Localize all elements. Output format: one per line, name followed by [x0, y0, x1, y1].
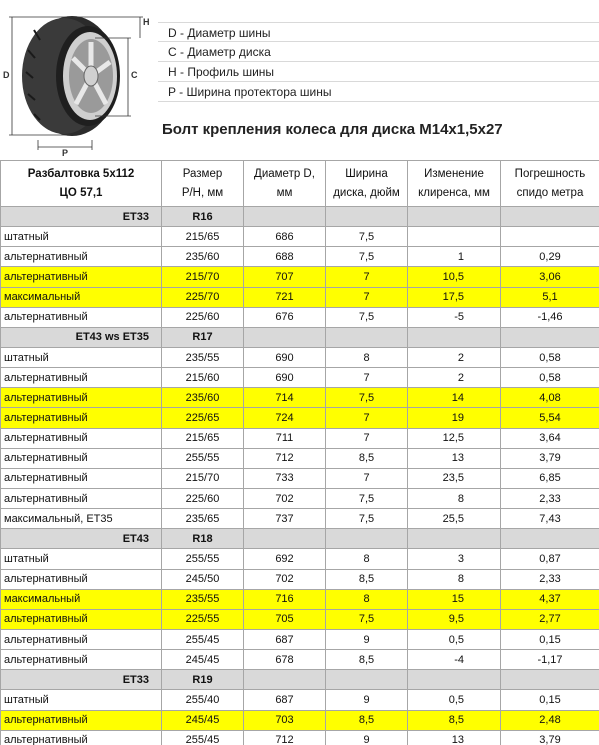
table-header-row [1, 161, 599, 207]
cell-rim-width: 7,5 [326, 247, 408, 267]
cell-speedo-error: 0,15 [501, 629, 599, 649]
cell-size: 245/45 [162, 650, 244, 670]
cell-type: штатный [1, 227, 162, 247]
table-row [1, 388, 599, 408]
cell-rim-width: 9 [326, 690, 408, 710]
header-speedometer-error: Погрешность спидо метра [501, 161, 599, 207]
table-row [1, 509, 599, 529]
diagram-label-p: P [62, 148, 69, 158]
cell-size: 225/60 [162, 488, 244, 508]
cell-size: 215/65 [162, 428, 244, 448]
cell-diameter: 712 [244, 730, 326, 745]
cell-rim-width: 7,5 [326, 609, 408, 629]
cell-rim-width: 7,5 [326, 509, 408, 529]
cell-clearance: 25,5 [408, 509, 501, 529]
table-row [1, 730, 599, 745]
cell-type: штатный [1, 690, 162, 710]
cell-speedo-error: 0,87 [501, 549, 599, 569]
cell-size: 235/60 [162, 388, 244, 408]
cell-speedo-error: 3,79 [501, 730, 599, 745]
section-cell [501, 529, 599, 549]
cell-clearance: 13 [408, 448, 501, 468]
cell-type: альтернативный [1, 408, 162, 428]
cell-clearance: 14 [408, 388, 501, 408]
cell-speedo-error: 3,64 [501, 428, 599, 448]
legend-item: H - Профиль шины [158, 62, 599, 82]
cell-type: альтернативный [1, 488, 162, 508]
cell-speedo-error [501, 227, 599, 247]
table-row [1, 569, 599, 589]
cell-diameter: 687 [244, 629, 326, 649]
table-row [1, 589, 599, 609]
cell-diameter: 690 [244, 347, 326, 367]
cell-size: 245/45 [162, 710, 244, 730]
cell-clearance: 9,5 [408, 609, 501, 629]
cell-speedo-error: 4,08 [501, 388, 599, 408]
cell-diameter: 711 [244, 428, 326, 448]
cell-size: 225/65 [162, 408, 244, 428]
cell-speedo-error: 2,48 [501, 710, 599, 730]
cell-rim-width: 7,5 [326, 307, 408, 327]
section-cell [244, 670, 326, 690]
cell-size: 215/70 [162, 468, 244, 488]
cell-rim-width: 9 [326, 730, 408, 745]
cell-clearance [408, 227, 501, 247]
table-row [1, 650, 599, 670]
table-row [1, 448, 599, 468]
cell-type: альтернативный [1, 448, 162, 468]
cell-rim-width: 8,5 [326, 448, 408, 468]
bolt-title: Болт крепления колеса для диска М14х1,5х27 [162, 121, 503, 138]
cell-rim-width: 7 [326, 267, 408, 287]
cell-rim-width: 9 [326, 629, 408, 649]
cell-clearance: 2 [408, 368, 501, 388]
table-row [1, 408, 599, 428]
cell-speedo-error: 0,15 [501, 690, 599, 710]
section-offset: ET33 [1, 207, 162, 227]
table-row [1, 347, 599, 367]
cell-size: 255/40 [162, 690, 244, 710]
section-offset: ET33 [1, 670, 162, 690]
cell-size: 225/55 [162, 609, 244, 629]
cell-diameter: 692 [244, 549, 326, 569]
cell-size: 215/60 [162, 368, 244, 388]
section-cell [408, 207, 501, 227]
cell-clearance: -5 [408, 307, 501, 327]
cell-diameter: 687 [244, 690, 326, 710]
cell-clearance: 2 [408, 347, 501, 367]
section-row [1, 529, 599, 549]
cell-speedo-error: 2,77 [501, 609, 599, 629]
cell-diameter: 724 [244, 408, 326, 428]
cell-type: альтернативный [1, 730, 162, 745]
tire-icon [0, 0, 158, 160]
cell-type: альтернативный [1, 609, 162, 629]
section-rim-size: R16 [162, 207, 244, 227]
table-row [1, 267, 599, 287]
section-cell [501, 327, 599, 347]
cell-diameter: 733 [244, 468, 326, 488]
cell-diameter: 688 [244, 247, 326, 267]
cell-size: 235/55 [162, 589, 244, 609]
cell-diameter: 703 [244, 710, 326, 730]
cell-clearance: 15 [408, 589, 501, 609]
cell-clearance: 12,5 [408, 428, 501, 448]
header-clearance-change: Изменение клиренса, мм [408, 161, 501, 207]
cell-type: альтернативный [1, 267, 162, 287]
cell-clearance: -4 [408, 650, 501, 670]
cell-speedo-error: 2,33 [501, 488, 599, 508]
section-cell [408, 327, 501, 347]
section-cell [244, 327, 326, 347]
cell-diameter: 702 [244, 488, 326, 508]
cell-type: альтернативный [1, 428, 162, 448]
header-size: Размер Р/Н, мм [162, 161, 244, 207]
table-row [1, 247, 599, 267]
table-row [1, 428, 599, 448]
diagram-label-h: H [143, 17, 150, 27]
cell-rim-width: 8,5 [326, 650, 408, 670]
cell-clearance: 8 [408, 488, 501, 508]
cell-rim-width: 7 [326, 287, 408, 307]
tire-size-table [0, 160, 599, 745]
cell-speedo-error: 3,79 [501, 448, 599, 468]
cell-rim-width: 7 [326, 428, 408, 448]
cell-type: альтернативный [1, 468, 162, 488]
cell-speedo-error: 7,43 [501, 509, 599, 529]
cell-speedo-error: 4,37 [501, 589, 599, 609]
header-bolt-pattern: Разбалтовка 5х112 ЦО 57,1 [1, 161, 162, 207]
cell-size: 255/45 [162, 730, 244, 745]
cell-speedo-error: 5,1 [501, 287, 599, 307]
cell-size: 235/65 [162, 509, 244, 529]
cell-clearance: 19 [408, 408, 501, 428]
cell-speedo-error: 6,85 [501, 468, 599, 488]
cell-rim-width: 8,5 [326, 710, 408, 730]
table-row [1, 488, 599, 508]
section-rim-size: R18 [162, 529, 244, 549]
cell-rim-width: 7,5 [326, 388, 408, 408]
cell-size: 215/70 [162, 267, 244, 287]
section-offset: ET43 ws ET35 [1, 327, 162, 347]
diagram-label-d: D [3, 70, 10, 80]
cell-size: 255/55 [162, 549, 244, 569]
cell-diameter: 702 [244, 569, 326, 589]
table-row [1, 690, 599, 710]
cell-diameter: 712 [244, 448, 326, 468]
section-cell [326, 207, 408, 227]
cell-size: 215/65 [162, 227, 244, 247]
cell-clearance: 3 [408, 549, 501, 569]
table-row [1, 307, 599, 327]
cell-type: альтернативный [1, 368, 162, 388]
cell-type: альтернативный [1, 307, 162, 327]
cell-speedo-error: 0,29 [501, 247, 599, 267]
cell-rim-width: 7 [326, 368, 408, 388]
legend-item: P - Ширина протектора шины [158, 82, 599, 102]
cell-type: альтернативный [1, 650, 162, 670]
cell-clearance: 17,5 [408, 287, 501, 307]
section-cell [244, 529, 326, 549]
cell-diameter: 714 [244, 388, 326, 408]
cell-speedo-error: 2,33 [501, 569, 599, 589]
cell-size: 225/70 [162, 287, 244, 307]
cell-diameter: 721 [244, 287, 326, 307]
cell-size: 255/55 [162, 448, 244, 468]
cell-rim-width: 7,5 [326, 227, 408, 247]
section-row [1, 327, 599, 347]
section-cell [501, 207, 599, 227]
table-row [1, 368, 599, 388]
cell-speedo-error: 3,06 [501, 267, 599, 287]
cell-rim-width: 8 [326, 347, 408, 367]
diagram-label-c: C [131, 70, 138, 80]
table-row [1, 710, 599, 730]
cell-rim-width: 8,5 [326, 569, 408, 589]
cell-type: штатный [1, 347, 162, 367]
cell-diameter: 690 [244, 368, 326, 388]
section-row [1, 670, 599, 690]
header-rim-width: Ширина диска, дюйм [326, 161, 408, 207]
cell-rim-width: 7 [326, 468, 408, 488]
section-rim-size: R19 [162, 670, 244, 690]
cell-type: штатный [1, 549, 162, 569]
header-area [0, 0, 599, 160]
cell-size: 245/50 [162, 569, 244, 589]
cell-size: 235/60 [162, 247, 244, 267]
cell-diameter: 716 [244, 589, 326, 609]
cell-type: максимальный [1, 589, 162, 609]
cell-speedo-error: 0,58 [501, 368, 599, 388]
cell-rim-width: 7 [326, 408, 408, 428]
cell-speedo-error: 5,54 [501, 408, 599, 428]
cell-type: максимальный, ET35 [1, 509, 162, 529]
cell-size: 225/60 [162, 307, 244, 327]
legend-item: C - Диаметр диска [158, 42, 599, 62]
legend-item: D - Диаметр шины [158, 22, 599, 42]
cell-diameter: 676 [244, 307, 326, 327]
dimension-legend [158, 0, 599, 112]
section-rim-size: R17 [162, 327, 244, 347]
cell-clearance: 1 [408, 247, 501, 267]
section-cell [326, 670, 408, 690]
cell-speedo-error: -1,17 [501, 650, 599, 670]
cell-speedo-error: 0,58 [501, 347, 599, 367]
section-cell [326, 327, 408, 347]
table-row [1, 629, 599, 649]
table-row [1, 468, 599, 488]
cell-speedo-error: -1,46 [501, 307, 599, 327]
cell-size: 235/55 [162, 347, 244, 367]
cell-clearance: 23,5 [408, 468, 501, 488]
table-row [1, 549, 599, 569]
cell-diameter: 707 [244, 267, 326, 287]
cell-type: альтернативный [1, 388, 162, 408]
section-row [1, 207, 599, 227]
section-offset: ET43 [1, 529, 162, 549]
cell-clearance: 13 [408, 730, 501, 745]
cell-type: альтернативный [1, 569, 162, 589]
cell-diameter: 678 [244, 650, 326, 670]
cell-size: 255/45 [162, 629, 244, 649]
cell-diameter: 705 [244, 609, 326, 629]
cell-rim-width: 7,5 [326, 488, 408, 508]
cell-diameter: 737 [244, 509, 326, 529]
table-row [1, 227, 599, 247]
cell-rim-width: 8 [326, 549, 408, 569]
section-cell [244, 207, 326, 227]
cell-clearance: 0,5 [408, 629, 501, 649]
section-cell [501, 670, 599, 690]
cell-type: альтернативный [1, 629, 162, 649]
cell-rim-width: 8 [326, 589, 408, 609]
section-cell [326, 529, 408, 549]
section-cell [408, 529, 501, 549]
cell-clearance: 10,5 [408, 267, 501, 287]
cell-clearance: 0,5 [408, 690, 501, 710]
table-row [1, 287, 599, 307]
cell-clearance: 8 [408, 569, 501, 589]
section-cell [408, 670, 501, 690]
cell-type: альтернативный [1, 247, 162, 267]
cell-clearance: 8,5 [408, 710, 501, 730]
cell-diameter: 686 [244, 227, 326, 247]
cell-type: альтернативный [1, 710, 162, 730]
tire-diagram [0, 0, 158, 160]
table-body [1, 207, 599, 745]
table-row [1, 609, 599, 629]
cell-type: максимальный [1, 287, 162, 307]
header-diameter: Диаметр D, мм [244, 161, 326, 207]
